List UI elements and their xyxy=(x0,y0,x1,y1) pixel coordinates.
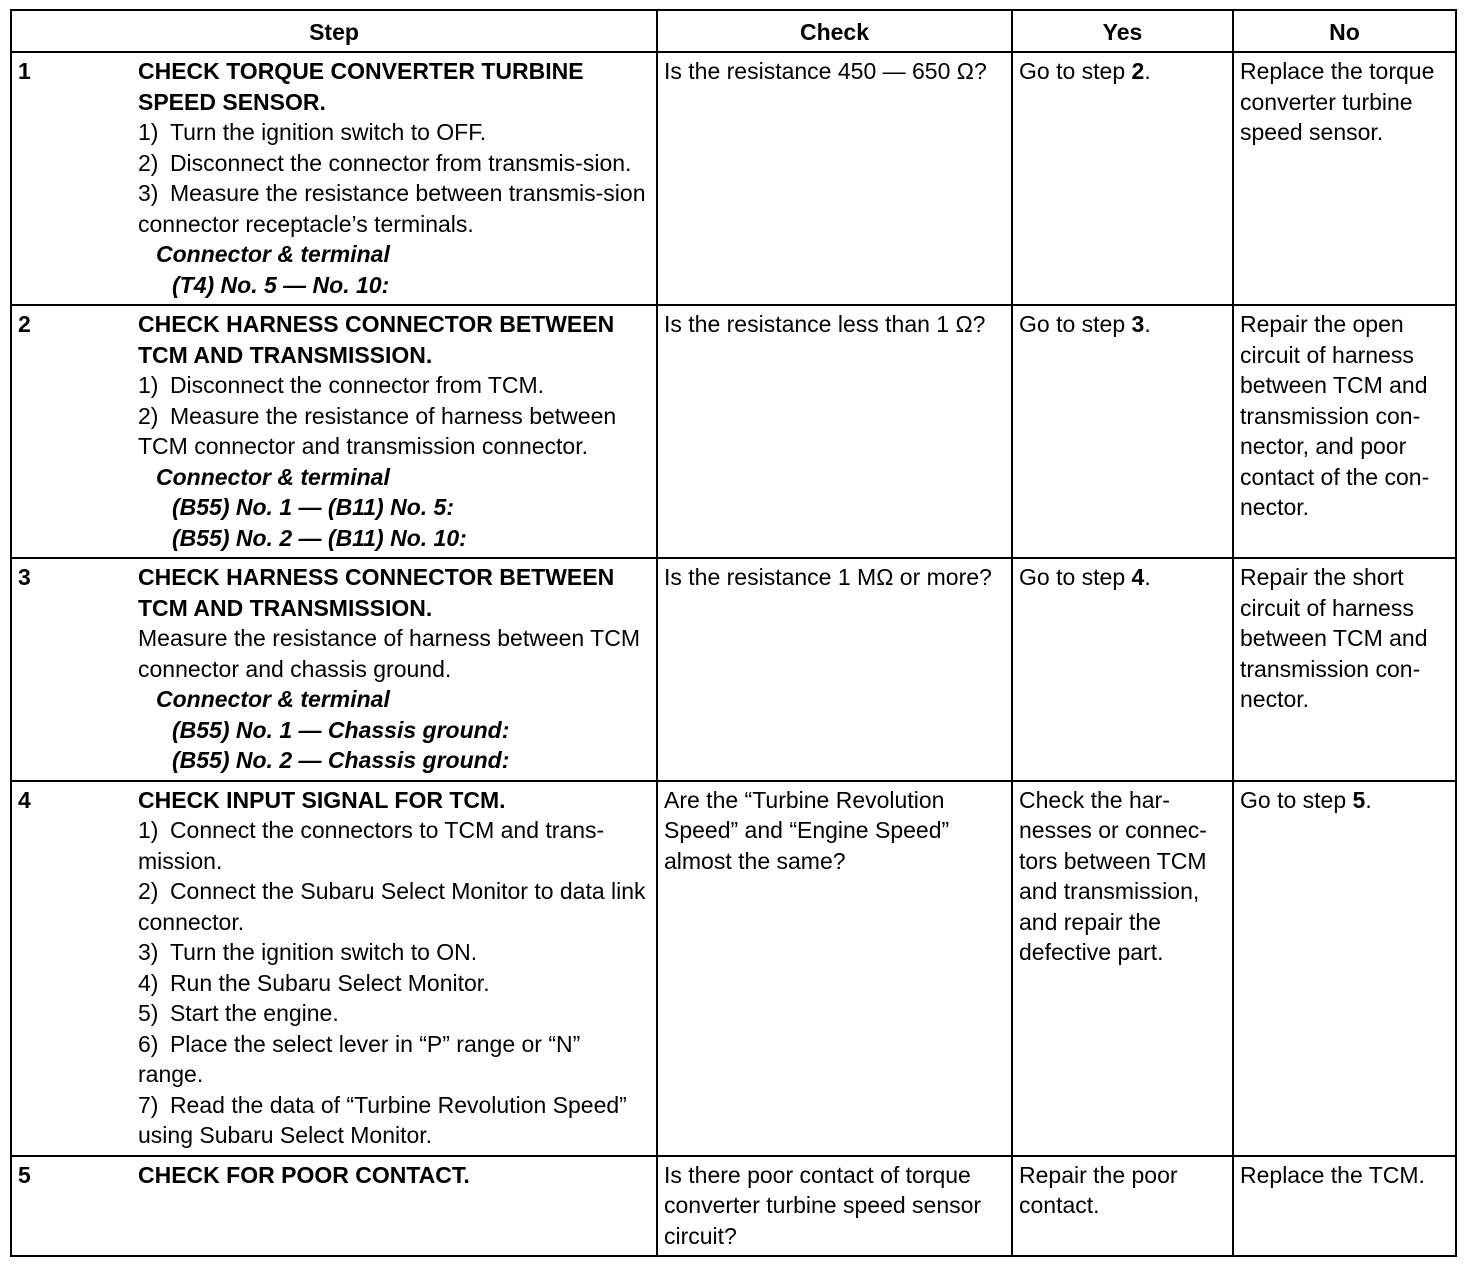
check-question: Is the resistance 1 MΩ or more? xyxy=(664,564,992,590)
step-title: CHECK INPUT SIGNAL FOR TCM. xyxy=(138,786,506,813)
check-question: Are the “Turbine Revolution Speed” and “Engine Speed” almost the same? xyxy=(664,786,950,874)
step-number: 3 xyxy=(18,564,31,590)
no-action: Replace the torque converter turbine speed sensor. xyxy=(1240,58,1435,145)
step-cell xyxy=(11,52,657,305)
step-title: CHECK HARNESS CONNECTOR BETWEEN TCM AND TRANSMISSION. xyxy=(138,564,615,621)
no-cell xyxy=(1233,558,1456,781)
step-instruction: 1) Disconnect the connector from TCM. xyxy=(138,372,545,398)
table-row xyxy=(11,558,1456,781)
step-instruction: 6) Place the select lever in “P” range or “N” range. xyxy=(138,1030,581,1087)
step-cell xyxy=(11,1156,657,1257)
step-title: CHECK FOR POOR CONTACT. xyxy=(138,1161,470,1188)
table-row xyxy=(11,52,1456,305)
header-no: No xyxy=(1233,10,1456,52)
step-cell xyxy=(11,305,657,558)
step-number: 2 xyxy=(18,311,31,337)
check-cell xyxy=(657,52,1012,305)
step-instruction: 2) Disconnect the connector from transmis-sion. xyxy=(138,149,632,176)
no-cell: Go to step 5. xyxy=(1233,781,1456,1156)
header-row xyxy=(11,10,1456,52)
terminal-spec: (T4) No. 5 — No. 10: xyxy=(172,271,390,298)
no-action: Go to step xyxy=(1240,786,1353,813)
step-title: CHECK TORQUE CONVERTER TURBINE SPEED SENSOR. xyxy=(138,58,584,115)
yes-cell: Go to step 2. xyxy=(1012,52,1233,305)
yes-cell xyxy=(1012,781,1233,1156)
step-cell xyxy=(11,558,657,781)
terminal-spec: (B55) No. 1 — Chassis ground: xyxy=(172,716,510,743)
check-cell xyxy=(657,1156,1012,1257)
yes-step-ref: 4 xyxy=(1131,564,1145,590)
connector-label: Connector & terminal xyxy=(156,241,390,267)
yes-action: Go to step xyxy=(1019,58,1132,84)
diagnostic-table xyxy=(10,9,1457,1257)
step-number: 5 xyxy=(18,1161,31,1188)
terminal-spec: (B55) No. 1 — (B11) No. 5: xyxy=(172,494,454,520)
check-question: Is the resistance 450 — 650 Ω? xyxy=(664,58,987,84)
step-instruction: 7) Read the data of “Turbine Revolution Speed” using Subaru Select Monitor. xyxy=(138,1091,627,1148)
step-instruction: Measure the resistance of harness between TCM connector and chassis ground. xyxy=(138,625,640,682)
yes-action: Repair the poor contact. xyxy=(1019,1161,1178,1218)
step-instruction: 1) Turn the ignition switch to OFF. xyxy=(138,119,487,145)
no-cell xyxy=(1233,305,1456,558)
check-cell xyxy=(657,305,1012,558)
step-number: 1 xyxy=(18,58,31,84)
no-action: Repair the short circuit of harness between TCM and transmission con-nector. xyxy=(1240,564,1428,712)
step-instruction: 3) Turn the ignition switch to ON. xyxy=(138,939,478,965)
step-number: 4 xyxy=(18,786,31,813)
no-cell xyxy=(1233,1156,1456,1257)
no-action: Repair the open circuit of harness between TCM and transmission con-nector, and poor contact of the con-nector. xyxy=(1240,311,1430,520)
table-row xyxy=(11,1156,1456,1257)
check-question: Is there poor contact of torque converter turbine speed sensor circuit? xyxy=(664,1161,982,1249)
yes-action: Check the har-nesses or connec-tors between TCM and transmission, and repair the defective part. xyxy=(1019,786,1207,965)
check-question: Is the resistance less than 1 Ω? xyxy=(664,311,986,337)
connector-label: Connector & terminal xyxy=(156,463,390,490)
step-instruction: 5) Start the engine. xyxy=(138,1000,339,1026)
no-action: Replace the TCM. xyxy=(1240,1161,1425,1188)
connector-label: Connector & terminal xyxy=(156,686,390,712)
step-instruction: 4) Run the Subaru Select Monitor. xyxy=(138,969,490,996)
table-row xyxy=(11,781,1456,1156)
yes-cell: Go to step 4. xyxy=(1012,558,1233,781)
step-cell xyxy=(11,781,657,1156)
yes-cell xyxy=(1012,1156,1233,1257)
step-instruction: 2) Measure the resistance of harness between TCM connector and transmission connector. xyxy=(138,402,617,459)
yes-action: Go to step xyxy=(1019,564,1132,590)
yes-action: Go to step xyxy=(1019,311,1132,337)
terminal-spec: (B55) No. 2 — (B11) No. 10: xyxy=(172,524,467,551)
step-title: CHECK HARNESS CONNECTOR BETWEEN TCM AND TRANSMISSION. xyxy=(138,311,615,368)
step-instruction: 3) Measure the resistance between transmis-sion connector receptacle’s terminals. xyxy=(138,180,646,237)
header-yes: Yes xyxy=(1012,10,1233,52)
check-cell xyxy=(657,781,1012,1156)
check-cell xyxy=(657,558,1012,781)
yes-cell: Go to step 3. xyxy=(1012,305,1233,558)
step-instruction: 2) Connect the Subaru Select Monitor to data link connector. xyxy=(138,878,646,935)
step-instruction: 1) Connect the connectors to TCM and trans-mission. xyxy=(138,817,605,874)
header-step: Step xyxy=(11,10,657,52)
yes-step-ref: 2 xyxy=(1131,58,1145,84)
terminal-spec: (B55) No. 2 — Chassis ground: xyxy=(172,747,510,773)
header-check: Check xyxy=(657,10,1012,52)
no-cell xyxy=(1233,52,1456,305)
no-step-ref: 5 xyxy=(1352,786,1366,813)
table-row xyxy=(11,305,1456,558)
yes-step-ref: 3 xyxy=(1131,311,1145,337)
